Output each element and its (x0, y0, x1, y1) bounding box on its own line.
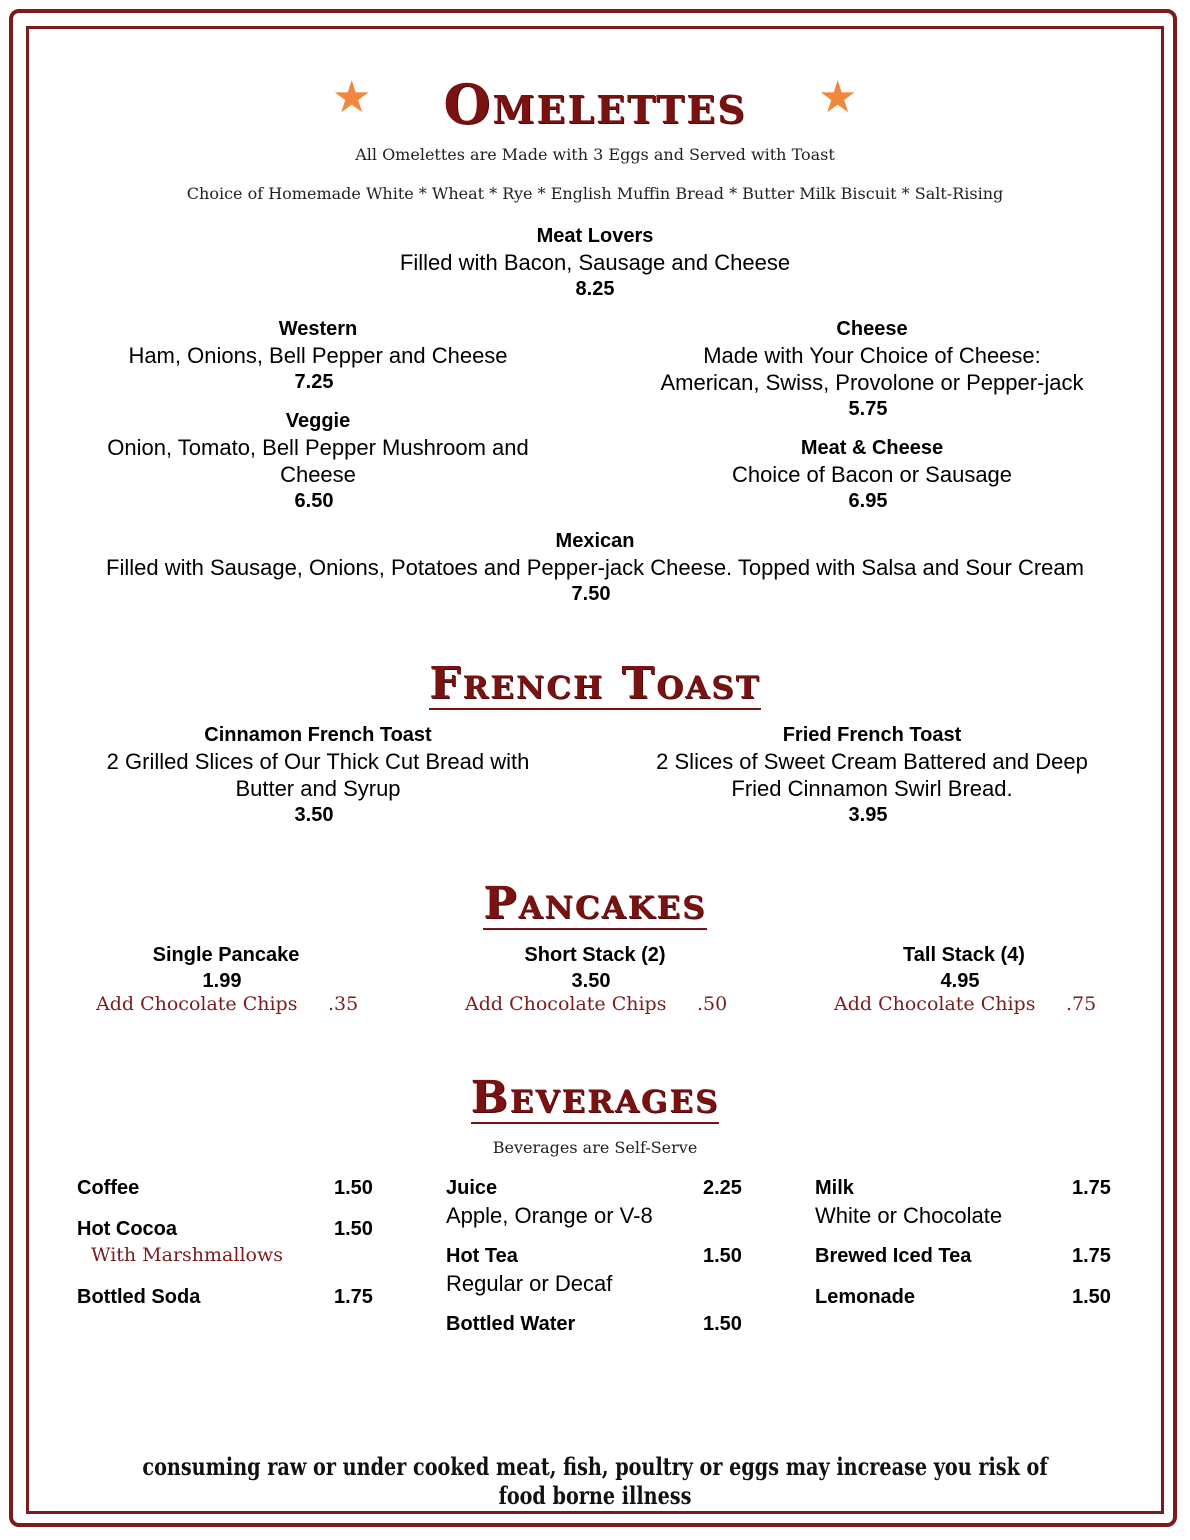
addon-price: .75 (1066, 993, 1097, 1015)
item-description: 2 Grilled Slices of Our Thick Cut Bread with (106, 749, 530, 774)
item-name: Tall Stack (4) (903, 944, 1025, 966)
addon-price: .50 (697, 993, 728, 1015)
beverage-price: 1.75 (1072, 1177, 1111, 1199)
item-name: Western (278, 318, 358, 340)
beverage-name: Brewed Iced Tea (815, 1245, 972, 1267)
item-price: 6.50 (294, 490, 334, 512)
menu-item-veggie (68, 408, 568, 514)
item-name: Single Pancake (152, 944, 300, 966)
beverage-name: Hot Cocoa (77, 1218, 177, 1240)
beverage-description: White or Chocolate (815, 1203, 1003, 1228)
item-description-line2: Fried Cinnamon Swirl Bread. (731, 776, 1013, 801)
item-price: 3.50 (294, 804, 334, 826)
item-description: Onion, Tomato, Bell Pepper Mushroom and (107, 435, 529, 460)
beverages-title (0, 1072, 1190, 1124)
pancakes-title (0, 878, 1190, 930)
beverages-note: Beverages are Self-Serve (492, 1138, 698, 1157)
menu-item-tall-stack (834, 942, 1094, 994)
menu-item-cinnamon-french-toast (68, 722, 568, 828)
item-name: Mexican (555, 530, 635, 552)
menu-item-western (68, 316, 568, 395)
star-icon-left: ★ (332, 73, 372, 122)
item-description: Made with Your Choice of Cheese: (703, 343, 1041, 368)
beverage-price: 1.50 (703, 1245, 742, 1267)
item-description: 2 Slices of Sweet Cream Battered and Deep (656, 749, 1088, 774)
omelettes-note: All Omelettes are Made with 3 Eggs and Served with Toast (355, 145, 835, 164)
item-description-line2: American, Swiss, Provolone or Pepper-jack (660, 370, 1084, 395)
item-name: Short Stack (2) (524, 944, 666, 966)
beverage-name: Milk (815, 1177, 854, 1199)
menu-item-fried-french-toast (622, 722, 1122, 828)
pancakes-title-text: Pancakes (483, 878, 707, 929)
star-icon-right: ★ (818, 73, 858, 122)
menu-item-cheese (622, 316, 1122, 422)
beverage-price: 1.50 (334, 1177, 373, 1199)
beverages-title-text: Beverages (470, 1072, 720, 1123)
item-name: Cheese (836, 318, 908, 340)
item-description: Filled with Sausage, Onions, Potatoes and Pepper-jack Cheese. Topped with Salsa and Sour Cream (106, 555, 1084, 580)
beverage-name: Juice (446, 1177, 498, 1199)
item-description: Choice of Bacon or Sausage (731, 462, 1013, 487)
item-price: 6.95 (848, 490, 888, 512)
beverage-name: Bottled Soda (77, 1286, 201, 1308)
food-safety-disclaimer: consuming raw or under cooked meat, fish, poultry or eggs may increase you risk of food borne illness (142, 1452, 1048, 1510)
beverage-name: Lemonade (815, 1286, 916, 1308)
beverage-price: 1.50 (334, 1218, 373, 1240)
beverage-price: 1.50 (1072, 1286, 1111, 1308)
item-name: Meat & Cheese (800, 437, 944, 459)
item-price: 5.75 (848, 398, 888, 420)
addon-label: Add Chocolate Chips (96, 993, 298, 1015)
item-price: 3.50 (571, 970, 611, 992)
addon-price: .35 (328, 993, 359, 1015)
beverage-price: 2.25 (703, 1177, 742, 1199)
item-description-line2: Cheese (280, 462, 356, 487)
addon-label: Add Chocolate Chips (834, 993, 1036, 1015)
item-price: 7.25 (294, 371, 334, 393)
item-description: Ham, Onions, Bell Pepper and Cheese (128, 343, 508, 368)
item-name: Meat Lovers (536, 225, 654, 247)
french-toast-title (0, 658, 1190, 710)
beverage-name: Coffee (77, 1177, 140, 1199)
item-price: 4.95 (940, 970, 980, 992)
beverage-description: Regular or Decaf (446, 1271, 613, 1296)
menu-item-mexican (40, 528, 1150, 607)
beverage-name: Hot Tea (446, 1245, 518, 1267)
beverage-description: With Marshmallows (91, 1244, 283, 1266)
item-name: Veggie (285, 410, 351, 432)
beverage-price: 1.75 (1072, 1245, 1111, 1267)
menu-item-single-pancake (96, 942, 356, 994)
omelettes-title: Omelettes (443, 72, 747, 136)
item-description-line2: Butter and Syrup (235, 776, 401, 801)
french-toast-title-text: French Toast (429, 658, 761, 709)
item-price: 7.50 (571, 583, 611, 605)
item-description: Filled with Bacon, Sausage and Cheese (399, 250, 791, 275)
beverage-description: Apple, Orange or V-8 (446, 1203, 653, 1228)
beverage-price: 1.75 (334, 1286, 373, 1308)
addon-label: Add Chocolate Chips (465, 993, 667, 1015)
item-name: Cinnamon French Toast (204, 724, 432, 746)
item-price: 3.95 (848, 804, 888, 826)
item-price: 1.99 (202, 970, 242, 992)
beverage-name: Bottled Water (446, 1313, 576, 1335)
item-name: Fried French Toast (782, 724, 962, 746)
menu-item-meat-cheese (622, 435, 1122, 514)
item-price: 8.25 (575, 278, 615, 300)
beverage-price: 1.50 (703, 1313, 742, 1335)
menu-item-short-stack (465, 942, 725, 994)
menu-item-meat-lovers (295, 223, 895, 302)
bread-choices-note: Choice of Homemade White * Wheat * Rye * English Muffin Bread * Butter Milk Biscuit * Salt-Rising (186, 184, 1004, 203)
